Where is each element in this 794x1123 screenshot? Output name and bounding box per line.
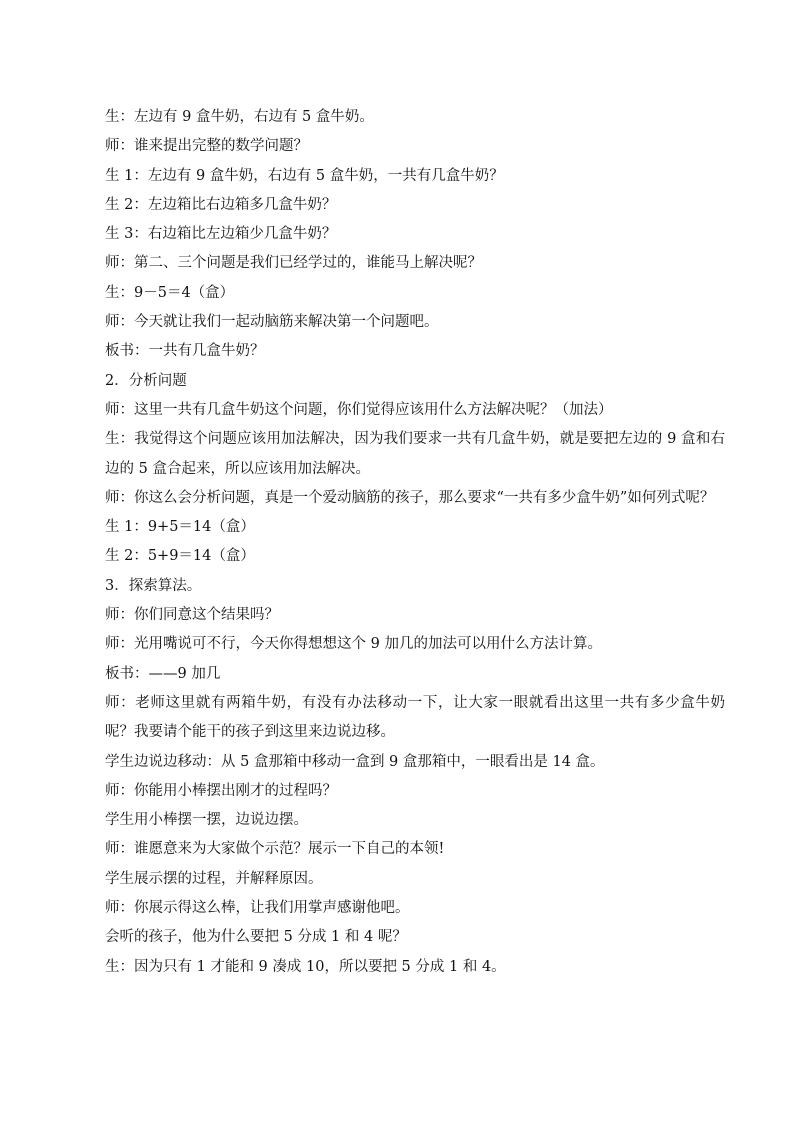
paragraph-25: 学生展示摆的过程，并解释原因。 [105,870,323,887]
paragraph-3: 生 1：左边有 9 盒牛奶，右边有 5 盒牛奶，一共有几盒牛奶？ [105,167,504,184]
paragraph-5: 生 3：右边箱比左边箱少几盒牛奶？ [105,226,337,243]
section-heading-explore: 3．探索算法。 [105,577,202,594]
paragraph-8: 师：今天就让我们一起动脑筋来解决第一个问题吧。 [105,314,439,331]
section-heading-analyze: 2．分析问题 [105,372,187,389]
paragraph-23: 学生用小棒摆一摆，边说边摆。 [105,812,308,829]
paragraph-27: 会听的孩子，他为什么要把 5 分成 1 和 4 呢？ [105,929,407,946]
paragraph-4: 生 2：左边箱比右边箱多几盒牛奶？ [105,196,337,213]
paragraph-7: 生：9－5＝4（盒） [105,284,235,301]
paragraph-15: 生 2：5+9＝14（盒） [105,548,255,565]
paragraph-12: 生：我觉得这个问题应该用加法解决，因为我们要求一共有几盒牛奶，就是要把左边的 9 盒和右边的 5 盒合起来，所以应该用加法解决。 [105,431,725,477]
paragraph-13: 师：你这么会分析问题，真是一个爱动脑筋的孩子，那么要求“一共有多少盒牛奶”如何列式呢？ [105,489,715,506]
paragraph-20: 师：老师这里就有两箱牛奶，有没有办法移动一下，让大家一眼就看出这里一共有多少盒牛奶呢？我要请个能干的孩子到这里来边说边移。 [105,694,725,741]
paragraph-9: 板书：一共有几盒牛奶？ [105,343,265,360]
paragraph-1: 生：左边有 9 盒牛奶，右边有 5 盒牛奶。 [105,109,374,125]
paragraph-22: 师：你能用小棒摆出刚才的过程吗？ [105,782,337,799]
paragraph-24: 师：谁愿意来为大家做个示范？展示一下自己的本领! [105,841,445,858]
paragraph-6: 师：第二、三个问题是我们已经学过的，谁能马上解决呢？ [105,255,482,272]
paragraph-21: 学生边说边移动：从 5 盒那箱中移动一盒到 9 盒那箱中，一眼看出是 14 盒。 [105,753,605,770]
paragraph-11: 师：这里一共有几盒牛奶这个问题，你们觉得应该用什么方法解决呢？（加法） [105,401,613,418]
document-body [105,103,725,982]
paragraph-17: 师：你们同意这个结果吗？ [105,607,279,624]
paragraph-26: 师：你展示得这么棒，让我们用掌声感谢他吧。 [105,900,410,917]
paragraph-2: 师：谁来提出完整的数学问题？ [105,138,308,155]
paragraph-28: 生：因为只有 1 才能和 9 凑成 10，所以要把 5 分成 1 和 4。 [105,958,506,975]
paragraph-14: 生 1：9+5＝14（盒） [105,519,255,536]
paragraph-19: 板书：——9 加几 [105,665,221,682]
paragraph-18: 师：光用嘴说可不行，今天你得想想这个 9 加几的加法可以用什么方法计算。 [105,636,602,653]
